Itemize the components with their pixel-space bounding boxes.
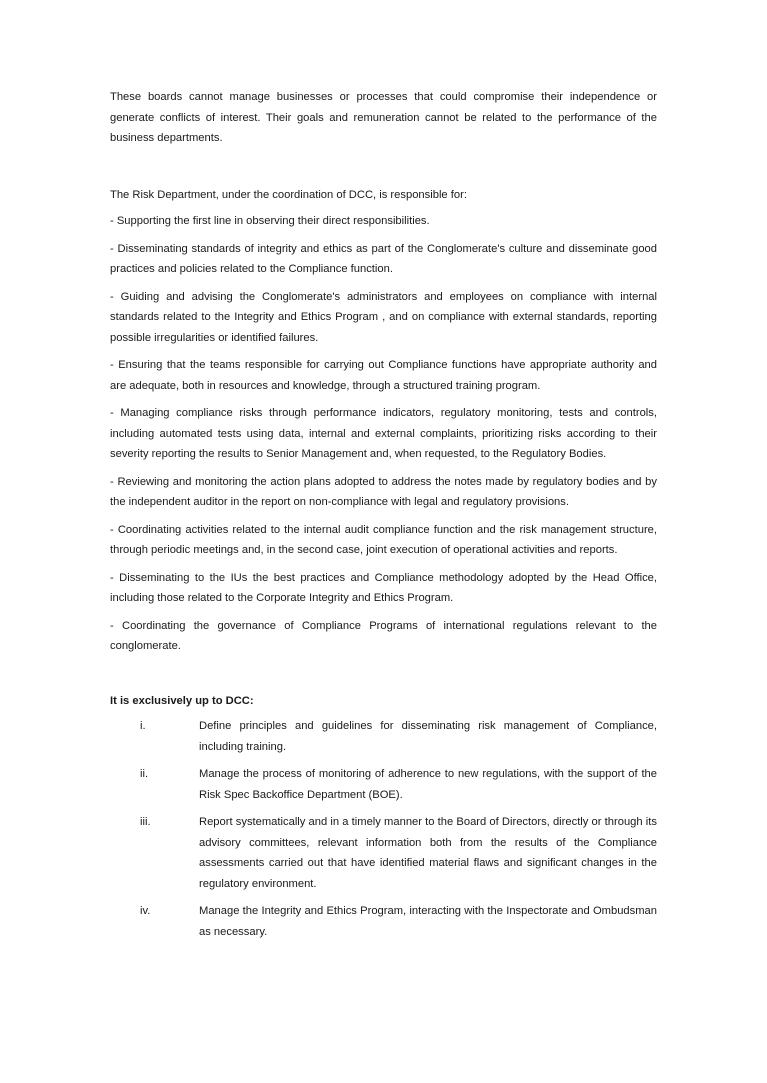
- dcc-item-text: Report systematically and in a timely manner to the Board of Directors, directly or through its advisory committees, relevant information both from the results of the Compliance assessments carried out that have identified material flaws and significant changes in the regulatory environment.: [199, 816, 657, 890]
- responsibility-item: - Coordinating activities related to the internal audit compliance function and the risk management structure, through periodic meetings and, in the second case, joint execution of operational activities and reports.: [110, 523, 657, 556]
- dcc-list-item: [110, 716, 657, 757]
- responsibility-item: - Disseminating standards of integrity and ethics as part of the Conglomerate's culture and disseminate good practices and policies related to the Compliance function.: [110, 242, 657, 275]
- dcc-item-text: Manage the process of monitoring of adherence to new regulations, with the support of the Risk Spec Backoffice Department (BOE).: [199, 768, 657, 801]
- responsibility-item: - Disseminating to the IUs the best practices and Compliance methodology adopted by the Head Office, including those related to the Corporate Integrity and Ethics Program.: [110, 571, 657, 604]
- dcc-item-number: i.: [140, 720, 146, 732]
- dcc-list-item: [110, 901, 657, 942]
- dcc-item-number: ii.: [140, 768, 149, 780]
- responsibility-item: - Guiding and advising the Conglomerate's administrators and employees on compliance with internal standards related to the Integrity and Ethics Program , and on compliance with external standards, reporting possible irregularities or identified failures.: [110, 290, 657, 344]
- responsibility-item: - Reviewing and monitoring the action plans adopted to address the notes made by regulatory bodies and by the independent auditor in the report on non-compliance with legal and regulatory provisions.: [110, 475, 657, 508]
- responsibility-item: - Managing compliance risks through performance indicators, regulatory monitoring, tests and controls, including automated tests using data, internal and external complaints, prioritizing risks according to their severity reporting the results to Senior Management and, when requested, to the Regulatory Bodies.: [110, 407, 657, 460]
- intro-paragraph: These boards cannot manage businesses or processes that could compromise their independence or generate conflicts of interest. Their goals and remuneration cannot be related to the performance of the business departments.: [110, 91, 657, 144]
- risk-department-lead: The Risk Department, under the coordination of DCC, is responsible for:: [110, 188, 467, 201]
- responsibility-item: - Coordinating the governance of Compliance Programs of international regulations relevant to the conglomerate.: [110, 619, 657, 652]
- dcc-item-number: iv.: [140, 905, 151, 917]
- dcc-list: [110, 716, 657, 942]
- responsibility-item: - Ensuring that the teams responsible for carrying out Compliance functions have appropriate authority and are adequate, both in resources and knowledge, through a structured training program.: [110, 359, 657, 392]
- page-content: [110, 87, 657, 949]
- dcc-heading: It is exclusively up to DCC:: [110, 694, 254, 707]
- dcc-list-item: [110, 812, 657, 894]
- dcc-item-text: Define principles and guidelines for disseminating risk management of Compliance, including training.: [199, 720, 657, 753]
- responsibility-item: - Supporting the first line in observing their direct responsibilities.: [110, 215, 430, 227]
- dcc-item-number: iii.: [140, 816, 151, 828]
- dcc-list-item: [110, 764, 657, 805]
- dcc-item-text: Manage the Integrity and Ethics Program, interacting with the Inspectorate and Ombudsman as necessary.: [199, 905, 657, 938]
